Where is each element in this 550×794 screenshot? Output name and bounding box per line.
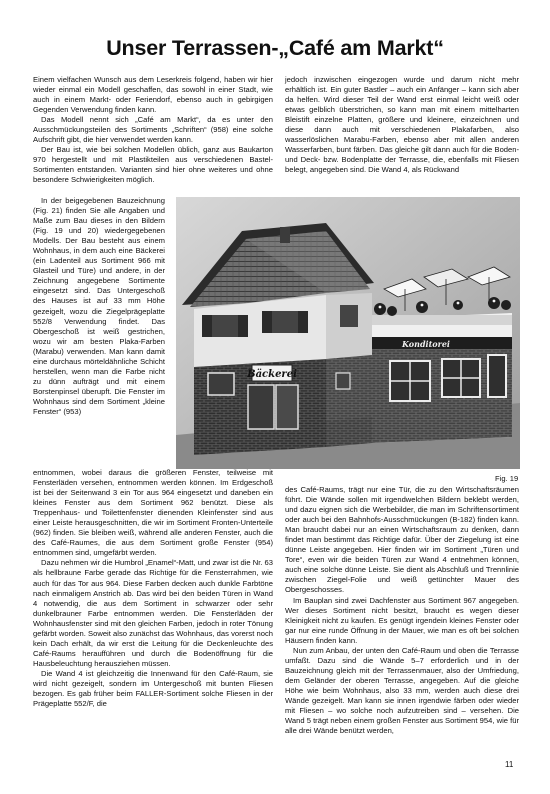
left-column-top bbox=[33, 75, 273, 186]
cafe-model-photo bbox=[176, 197, 520, 469]
paragraph: des Café-Raums, trägt nur eine Tür, die zu den Wirtschaftsräumen führt. Die Wände sollen mit irgendwelchen Bildern beklebt werden, und dazu eignen sich die Werbebilder, die man im Schriftensortiment oder auch bei den Bahnhofs-Ausschmückungen (B-182) finden kann. Man braucht dabei nur an einen Wirtschaftsraum zu denken, dann findet man bestimmt das Richtige dafür. Über der Ziegelung ist eine dünne Leiste angegeben. Hier finden wir im Sortiment „Türen und Tore“, even wir die beiden Türen zur Wand 4 entnehmen können, auch eine solche dünne Leiste. Sie dient als Abschluß und Trennlinie zwischen Ziegel-Folie und weiß getünchter Mauer des Obergeschosses. bbox=[285, 485, 519, 595]
left-column-bottom bbox=[33, 468, 273, 709]
paragraph: Dazu nehmen wir die Humbrol „Enamel“-Matt, und zwar ist die Nr. 63 als hellbraune Farbe gerade das Richtige für die Fensterrahmen, wie auch für das Tor aus 964. Diese Farben decken auch dunkle Farbtöne nach einmaligem Anstrich ab. Das wird bei den beiden Türen in Wand 4 notwendig, die aus dem Sortiment in schwarzer oder sehr dunkelbrauner Farbe entnommen werden. Die Fensterläden der Wohnhausfenster sind mit den gleichen Farben, jedoch in roter Tönung gefärbt worden. Soweit also zunächst das Wohnhaus, das vorerst noch kein Dach erhält, da wir erst die Leitung für die Deckenleuchte des Café-Raums heraufführen und durch die Bodenöffnung für die Hausbeleuchtung herausziehen müssen. bbox=[33, 558, 273, 668]
article-title: Unser Terrassen-„Café am Markt“ bbox=[106, 36, 444, 60]
paragraph: Nun zum Anbau, der unten den Café-Raum und oben die Terrasse umfaßt. Dazu sind die Wände 5–7 erforderlich und in der Bauzeichnung gleich mit der Terrassenmauer, also der Umfriedung, dem Geländer der oberen Terrasse, angegeben. Auf die gleiche Höhe wie beim Wohnhaus, also 33 mm, werden auch diese drei Wände gezeigelt. Man kann sie innen irgendwie färben oder wieder mit Fliesen – wo solche noch aufzutreiben sind – versehen. Die Wand 5 trägt neben einem großen Fenster aus Sortiment 954, wie für alle drei Wände benützt werden, bbox=[285, 645, 519, 736]
bakery-shop-sign: Bäckerei bbox=[247, 369, 297, 380]
left-column-narrow bbox=[33, 196, 165, 417]
paragraph: Der Bau ist, wie bei solchen Modellen üblich, ganz aus Baukarton 970 hergestellt und mit Plastikteilen aus verschiedenen Bastel-Sortimenten entstanden. Varianten sind hier ohne weiteres und ohne besondere Schwierigkeiten möglich. bbox=[33, 145, 273, 185]
konditorei-facade-sign: Konditorei bbox=[402, 339, 450, 349]
figure-caption: Fig. 19 bbox=[495, 474, 519, 483]
paragraph: entnommen, wobei daraus die größeren Fenster, teilweise mit Fensterläden versehen, entnommen werden können. Im Erdgeschoß ist bei der Seitenwand 3 ein Tor aus 964 eingesetzt und daneben ein kleines Fenster aus dem Sortiment 962 benützt. Diese als Treppenhaus- und Toilettenfenster dienenden Kleinfenster sind aus einer Leiste herausgeschnitten, die wir im Sortiment Fronten-Unterteile (962) finden. Sie bleiben weiß, während alle anderen Fenster, auch die des Café-Raumes, die aus dem Sortiment große Fenster (954) entnommen sind, umgefärbt werden. bbox=[33, 468, 273, 558]
paragraph: Das Modell nennt sich „Café am Markt“, da es unter den Ausschmückungsteilen des Sortiments „Schriften“ (958) eine solche Aufschrift gibt, die hier verwendet werden kann. bbox=[33, 115, 273, 145]
paragraph: Im Bauplan sind zwei Dachfenster aus Sortiment 967 angegeben. Wer dieses Sortiment nicht besitzt, braucht es wegen dieser Kleinigkeit nicht zu kaufen. Es genügt irgendein kleines Fenster oder gar nur eine runde Öffnung in der Mauer, wie man es oft bei solchen Häusern finden kann. bbox=[285, 595, 519, 645]
paragraph: In der beigegebenen Bauzeichnung (Fig. 21) finden Sie alle Angaben und Maße zum Bau dieses in den Bildern (Fig. 19 und 20) wiedergegebenen Modells. Der Bau besteht aus einem Wohnhaus, in dem auch eine Bäckerei (ein Ladenteil aus Sortiment 966 mit Glasteil und Türe) und andere, in der Zeichnung angegebene Sortimente eingesetzt sind. Das Untergeschoß des Hauses ist auf 33 mm Höhe gezeigelt, wozu die Ziegelprägeplatte 552/8 Verwendung findet. Das Obergeschoß ist weiß gestrichen, wozu wir am besten Plaka-Farben (Marabu) verwenden. Man kann damit eine durchaus mörteldähnliche Schicht herstellen, wenn man die Farbe nicht zu dünn aufträgt und mit einem Borstenpinsel überupft. Die Fenster im Wohnhaus sind dem Sortiment „kleine Fenster“ (953) bbox=[33, 196, 165, 416]
right-column-bottom bbox=[285, 485, 519, 736]
right-column-top bbox=[285, 75, 519, 175]
model-photo-figure bbox=[176, 197, 520, 469]
page-number: 11 bbox=[505, 760, 514, 769]
paragraph: jedoch inzwischen eingezogen wurde und darum nicht mehr erhältlich ist. Ein guter Bastler – auch ein Anfänger – kann sich aber da helfen. Wird dieser Teil der Wand erst einmal leicht weiß oder etwas gelblich überstrichen, so kann man mit einem mittelharten Bleistift einzelne Platten, größere und kleinere, einzeichnen und diese dann auch mit verschiedenen Plakafarben, also wasserlöslichen Marabu-Farben, ebenso aber mit allen anderen Wasserfarben, bunt färben. Das gleiche gilt dann auch für die Boden- und Deck- bzw. Bodenplatte der Terrasse, die, ebenfalls mit Fliesen belegt, angegeben sind. Die Wand 4, als Rückwand bbox=[285, 75, 519, 175]
paragraph: Einem vielfachen Wunsch aus dem Leserkreis folgend, haben wir hier wieder einmal ein Modell geschaffen, das sowohl in einer Stadt, wie auch in einem Markt- oder Feriendorf, ebenso auch in gebirgigen Gegenden Verwendung finden kann. bbox=[33, 75, 273, 115]
paragraph: Die Wand 4 ist gleichzeitig die Innenwand für den Café-Raum, sie wird nicht gezeigelt, sondern im Untergeschoß mit bunten Fliesen bezogen. Es gab früher beim FALLER-Sortiment solche Fliesen in der Prägeplatte 552/F, die bbox=[33, 668, 273, 709]
